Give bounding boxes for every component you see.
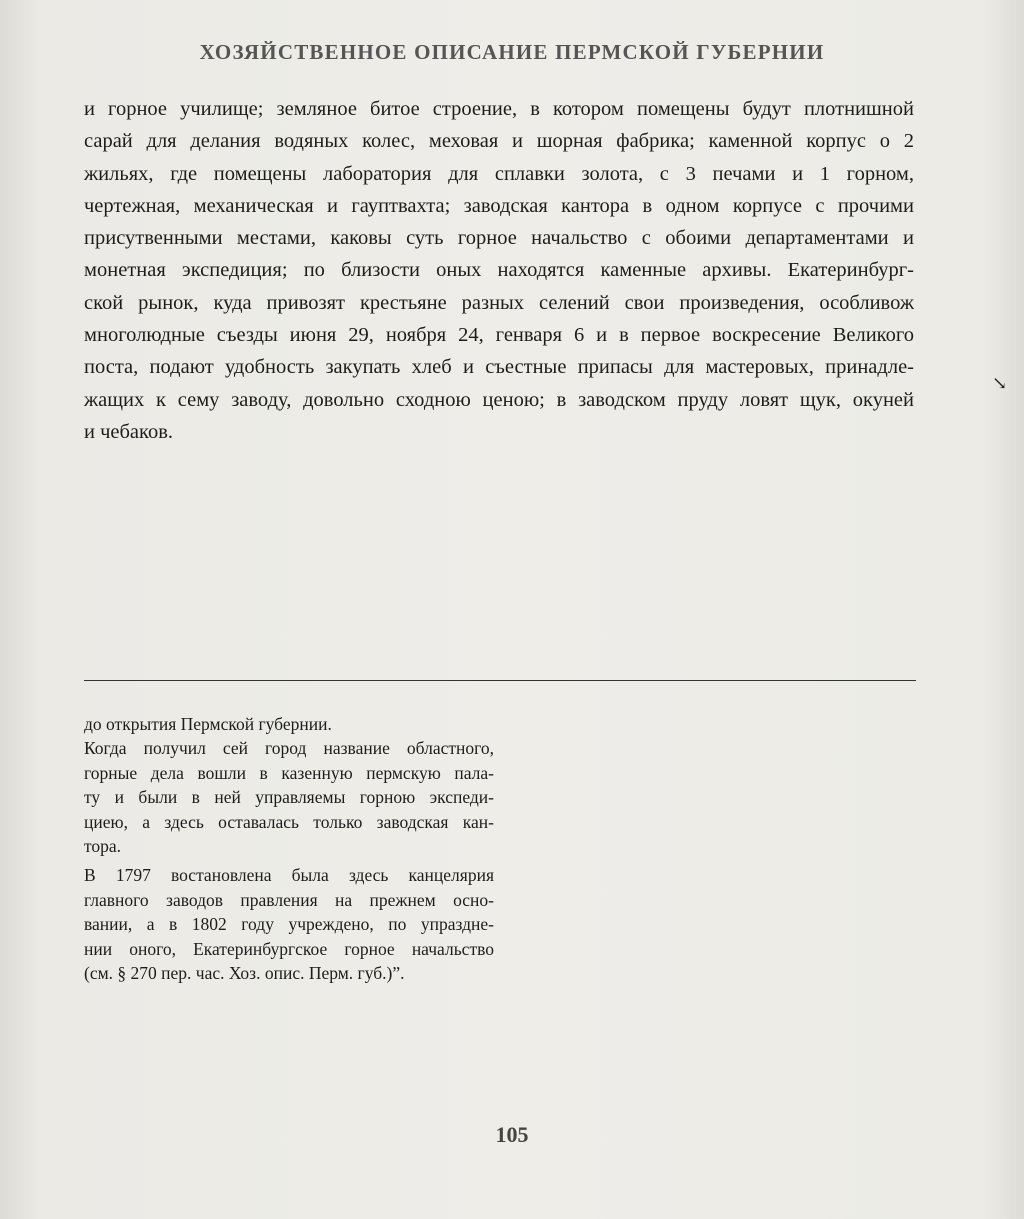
main-text-line: ской рынок, куда привозят крестьяне разных селений свои произведения, особливож (84, 291, 914, 314)
page-number: 105 (495, 1122, 529, 1147)
footnote-line: Когда получил сей город название областного, (84, 738, 494, 759)
main-text-line: поста, подают удобность закупать хлеб и съестные припасы для мастеровых, принадле- (84, 356, 914, 379)
footnote-line: циею, а здесь оставалась только заводская кан- (84, 811, 494, 832)
footnote-line: горные дела вошли в казенную пермскую пала- (84, 762, 494, 783)
footnote-paragraph (84, 863, 494, 985)
footnote-divider (84, 680, 916, 681)
main-text-line: жащих к сему заводу, довольно сходною ценою; в заводском пруду ловят щук, окуней (84, 388, 914, 411)
main-text-block (84, 93, 914, 448)
footnote-line: В 1797 востановлена была здесь канцелярия (84, 865, 494, 886)
footnote-paragraph (84, 712, 494, 858)
footnote-line: вании, а в 1802 году учреждено, по упраздне- (84, 914, 494, 935)
main-text-line: чертежная, механическая и гауптвахта; заводская кантора в одном корпусе с прочими (84, 194, 914, 217)
footnote-line: до открытия Пермской губернии. (84, 714, 332, 734)
footnote-line: ту и были в ней управляемы горною экспеди- (84, 787, 494, 808)
running-header: ХОЗЯЙСТВЕННОЕ ОПИСАНИЕ ПЕРМСКОЙ ГУБЕРНИИ (199, 40, 825, 64)
main-text-line: и горное училище; земляное битое строение, в котором помещены будут плотнишной (84, 98, 914, 120)
main-text-line: жильях, где помещены лаборатория для сплавки золота, с 3 печами и 1 горном, (84, 162, 914, 185)
footnote-line: нии оного, Екатеринбургское горное начальство (84, 938, 494, 959)
main-text-line: многолюдные съезды июня 29, ноября 24, генваря 6 и в первое воскресение Великого (84, 324, 914, 347)
footnote-block (84, 712, 494, 985)
main-text-line: присутвенными местами, каковы суть горное начальство с обоими департаментами и (84, 227, 914, 250)
main-text-line: монетная экспедиция; по близости оных находятся каменные архивы. Екатеринбург- (84, 259, 914, 282)
main-text-line: сарай для делания водяных колес, меховая и шорная фабрика; каменной корпус о 2 (84, 130, 914, 153)
footnote-line: (см. § 270 пер. час. Хоз. опис. Перм. губ.)”. (84, 963, 405, 984)
main-text-line: и чебаков. (84, 420, 174, 443)
footnote-line: тора. (84, 836, 122, 857)
footnote-line: главного заводов правления на прежнем осно- (84, 889, 494, 910)
margin-mark: ↘ (992, 373, 1008, 393)
